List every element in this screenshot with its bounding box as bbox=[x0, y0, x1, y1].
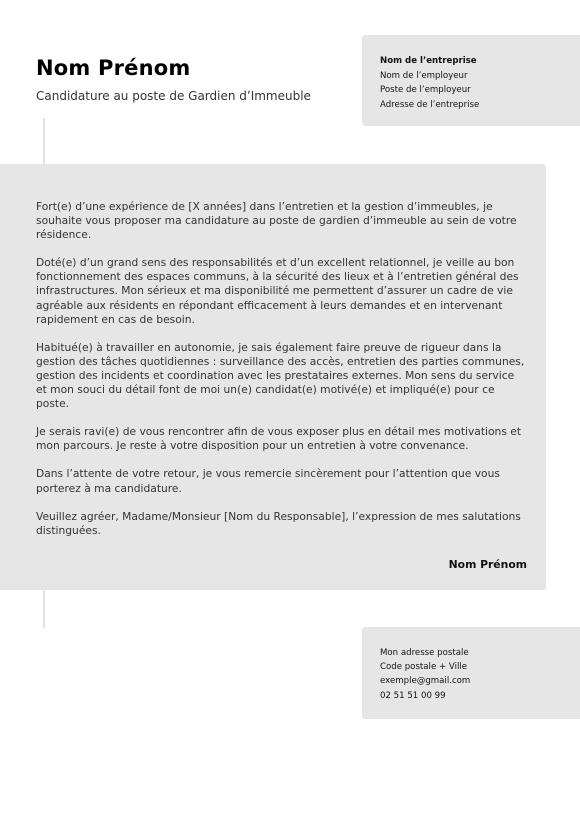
letter-paragraph: Dans l’attente de votre retour, je vous remercie sincèrement pour l’attention que vous porterez à ma candidature. bbox=[36, 467, 500, 495]
employer-name: Nom de l’employeur bbox=[380, 70, 468, 81]
decorative-line-bottom bbox=[43, 590, 45, 628]
signature: Nom Prénom bbox=[448, 558, 527, 571]
letter-paragraph: Veuillez agréer, Madame/Monsieur [Nom du Responsable], l’expression de mes salutations distinguées. bbox=[36, 509, 521, 537]
company-info-box bbox=[362, 35, 580, 126]
letter-paragraph: Doté(e) d’un grand sens des responsabilités et d’un excellent relationnel, je veille au bon fonctionnement des espaces communs, à la sécurité des lieux et à l’entretien général des infrastructures. Mon sérieux et ma disponibilité me permettent d’assurer un cadre de vie agréable aux résidents en répondant efficacement à leurs demandes et en intervenant rapidement en cas de besoin. bbox=[36, 256, 519, 326]
email-address: exemple@gmail.com bbox=[380, 676, 471, 687]
decorative-line-top bbox=[43, 118, 45, 164]
postal-address: Mon adresse postale bbox=[380, 648, 469, 658]
postal-code-city: Code postale + Ville bbox=[380, 662, 468, 673]
phone-number: 02 51 51 00 99 bbox=[380, 690, 446, 701]
job-title-subtitle: Candidature au poste de Gardien d’Immeuble bbox=[36, 89, 311, 103]
letter-paragraph: Fort(e) d’une expérience de [X années] dans l’entretien et la gestion d’immeubles, je souhaite vous proposer ma candidature au poste de gardien d’immeuble au sein de votre résidence. bbox=[36, 200, 517, 242]
employer-position: Poste de l’employeur bbox=[380, 85, 471, 96]
applicant-name: Nom Prénom bbox=[36, 56, 191, 80]
letter-paragraph: Je serais ravi(e) de vous rencontrer afin de vous exposer plus en détail mes motivations et mon parcours. Je reste à votre disposition pour un entretien à votre convenance. bbox=[36, 425, 522, 453]
letter-body bbox=[0, 164, 546, 590]
company-name: Nom de l’entreprise bbox=[380, 56, 477, 66]
company-address: Adresse de l’entreprise bbox=[380, 99, 480, 110]
letter-paragraph: Habitué(e) à travailler en autonomie, je sais également faire preuve de rigueur dans la gestion des tâches quotidiennes : surveillance des accès, entretien des parties communes, gestion des incidents et coordination avec les prestataires externes. Mon sens du service et mon souci du détail font de moi un(e) candidat(e) motivé(e) et impliqué(e) pour ce poste. bbox=[36, 340, 525, 411]
contact-info-box bbox=[362, 627, 580, 719]
